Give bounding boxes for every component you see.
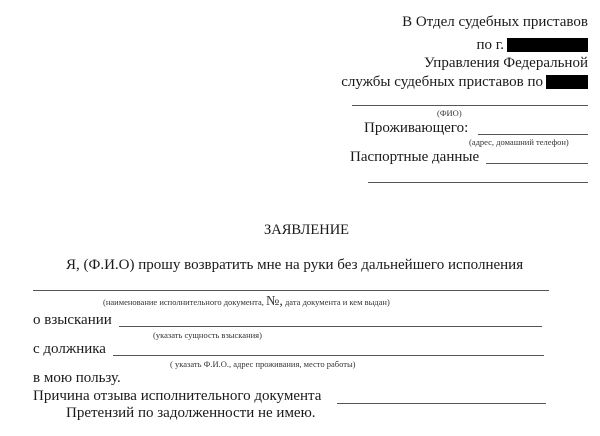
recovery-caption: (указать сущность взыскания) [153, 330, 262, 340]
redacted-region [546, 75, 588, 89]
address-caption: (адрес, домашний телефон) [469, 137, 569, 147]
number-sign: №, [266, 294, 283, 309]
reason-field-line[interactable] [337, 403, 546, 404]
addressee-line-3: Управления Федеральной [424, 55, 588, 71]
fio-caption: (ФИО) [437, 108, 462, 118]
passport-field-line[interactable] [486, 163, 588, 164]
addressee-line-1: В Отдел судебных приставов [402, 14, 588, 30]
document-title: ЗАЯВЛЕНИЕ [264, 222, 350, 238]
request-intro: Я, (Ф.И.О) прошу возвратить мне на руки без дальнейшего исполнения [66, 257, 524, 273]
residing-label: Проживающего: [364, 120, 469, 136]
passport-label: Паспортные данные [350, 149, 480, 165]
debtor-field-line[interactable] [113, 355, 544, 356]
recovery-label: о взыскании [33, 312, 112, 328]
redacted-city [507, 38, 588, 52]
document-caption-part-1: (наименование исполнительного документа, [103, 297, 264, 307]
fio-field-line[interactable] [352, 105, 588, 106]
addressee-line-4: службы судебных приставов по [341, 74, 543, 90]
passport-field-line-2[interactable] [368, 182, 588, 183]
debtor-label: с должника [33, 341, 106, 357]
debtor-caption: ( указать Ф.И.О., адрес проживания, место работы) [170, 359, 356, 369]
addressee-line-2: по г. [476, 37, 504, 53]
document-caption [103, 294, 390, 309]
document-caption-part-2: дата документа и кем выдан) [284, 297, 390, 307]
no-claims-text: Претензий по задолженности не имею. [66, 405, 316, 421]
document-field-line[interactable] [33, 290, 549, 291]
residing-field-line[interactable] [478, 134, 588, 135]
in-favor-text: в мою пользу. [33, 370, 121, 386]
recovery-field-line[interactable] [119, 326, 542, 327]
reason-label: Причина отзыва исполнительного документа [33, 388, 322, 404]
